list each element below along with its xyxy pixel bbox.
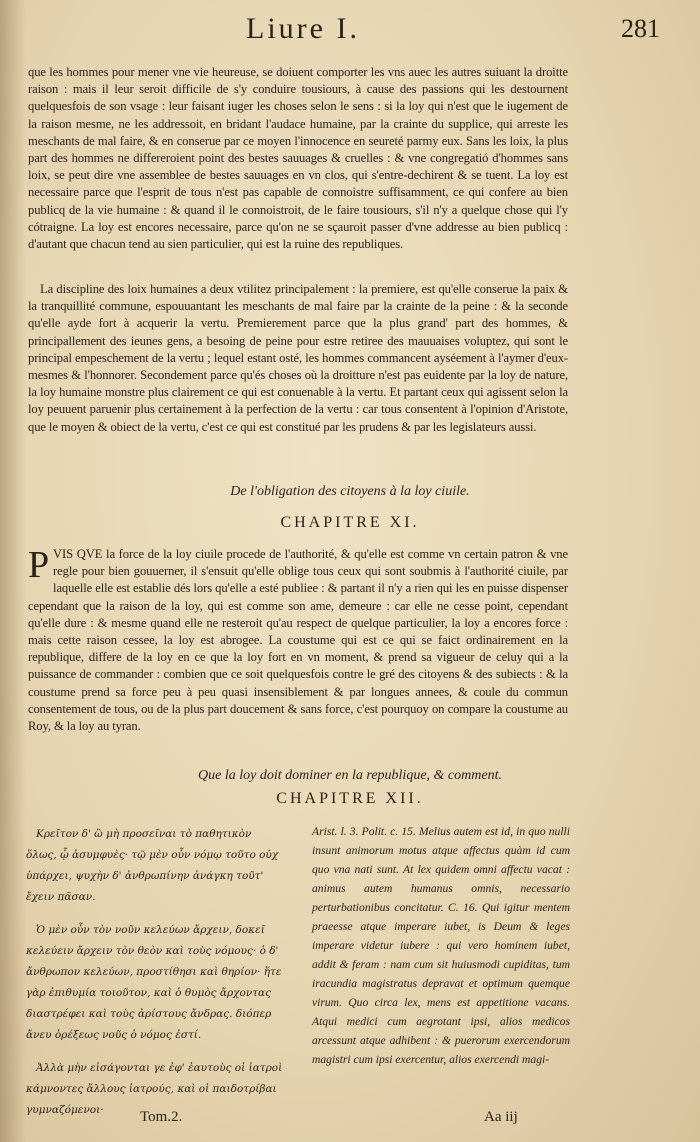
tome-label: Tom.2. — [140, 1109, 183, 1125]
greek-quote: Ὁ μὲν οὖν τὸν νοῦν κελεύων ἄρχειν, δοκεῖ κελεύειν ἄρχειν τὸν θεὸν καὶ τοὺς νόμους· ὁ δ' ἄνθρωπον κελεύων, προστίθησι καὶ θηρίον· ἥτε γὰρ ἐπιθυμία τοιοῦτον, καὶ ὁ θυμὸς ἄρχοντας διαστρέφει καὶ τοὺς ἀρίστους ἄνδρας. διόπερ ἄνευ ὀρέξεως νοῦς ὁ νόμος ἐστί. — [26, 924, 282, 1041]
greek-quote: Ἀλλὰ μὴν εἰσάγονται γε ἐφ' ἑαυτοὺς οἱ ἰατροὶ κάμνοντες ἄλλους ἰατρούς, καὶ οἱ παιδοτρίβαι γυμναζόμενοι· — [26, 1062, 283, 1116]
discipline-text: La discipline des loix humaines a deux vtilitez principalement : la premiere, est qu'elle conserue la paix & la tranquillité commune, espouuantant les meschants de mal faire par la crainte de la peine : & la seconde qu'elle ayde fort à acquerir la vertu. Premierement parce que la plus grand' part des hommes, & principallement des ieunes gens, a besoing de peine pour estre retiree des mauuaises voluptez, qui sont le principal empeschement de la vertu ; lequel estant osté, les hommes commancent ayséement à l'aymer d'eux-mesmes & l'honnorer. Secondement parce qu'és choses où la droitture n'est pas euidente par la loy de nature, la loy humaine monstre plus clairement ce qui est conuenable à la vertu. Et partant ceux qui agissent selon la loy peuuent paruenir plus certainement à la perfection de la vertu : car tous consentent à l'opinion d'Aristote, que le moyen & obiect de la vertu, c'est ce qui est constitué par les prudens & par les legislateurs aussi. — [28, 282, 568, 434]
greek-quote-column — [26, 824, 284, 1133]
chapter-xi-text: VIS QVE la force de la loy ciuile procede de l'authorité, & qu'elle est comme vn certain patron & vne regle pour bien gouuerner, il s'ensuit qu'elle oblige tous ceux qui sont soubmis à l'authorité ciuile, par laquelle elle est establie dés lors qu'elle a esté publiee : & partant il n'y a rien qui les en puisse dispenser cependant que la raison de la loy, qui est comme son ame, demeure : car elle ne cesse point, cependant qu'elle dure : & mesme quand elle ne resteroit qu'au respect de quelque particulier, la loy a encores force : mais cette raison cessee, la loy est abrogee. La coustume qui est ce qui se faict ordinairement en la republique, differe de la loy en ce que la loy fort en vn moment, & prend sa vigueur de celuy qui a la puissance de commander : combien que ce soit quelquesfois contre le gré des citoyens & des subiects : & la coustume prend sa force peu à peu quasi insensiblement & par longues annees, & coule du commun consentement de tous, ou de la plus part doucement & sans force, c'est pourquoy on compare la coustume au Roy, & la loy au tyran. — [28, 547, 568, 734]
paragraph-discipline — [28, 281, 568, 436]
signature-mark: Aa iij — [484, 1109, 518, 1125]
chapter-xi-body — [28, 546, 568, 735]
drop-cap: P — [28, 544, 50, 586]
latin-gloss: Arist. l. 3. Polit. c. 15. Melius autem est id, in quo nulli insunt animorum motus atque affectus quàm id cum quo vna nati sunt. At lex quidem omni affectu vacat : animus autem humanus omnis, necessario perturbationibus concitatur. C. 16. Qui igitur mentem praeesse atque imperare iubet, is Deum & leges imperare videtur iubere : qui vero hominem iubet, addit & feram : nam cum sit huiusmodi cupiditas, tum iracundia magistratus depravat et optimum quemque virum. Quo circa lex, mens est appetitione vacans. Atqui medici cum aegrotant ipsi, alios medicos arcessunt atque adhibent : & puerorum exercendorum magistri cum ipsi exercentur, alios exercendi magi- — [312, 825, 570, 1066]
page-header — [0, 12, 700, 52]
chapter-heading-xii: CHAPITRE XII. — [276, 790, 424, 807]
latin-gloss-column — [312, 822, 570, 1069]
running-head: Liure I. — [246, 12, 360, 45]
section-title-ch11: De l'obligation des citoyens à la loy ciuile. — [230, 484, 470, 499]
greek-quote: Κρεῖτον δ' ὢ μὴ προσεῖναι τὸ παθητικὸν ὅλως, ᾧ ἀσυμφυὲς· τῷ μὲν οὖν νόμῳ τοῦτο οὐχ ὑπάρχει, ψυχὴν δ' ἀνθρωπίνην ἀνάγκη τοῦτ' ἔχειν πᾶσαν. — [26, 828, 279, 903]
intro-paragraph — [28, 64, 568, 253]
section-title-ch12: Que la loy doit dominer en la republique, & comment. — [198, 768, 502, 783]
page-number: 281 — [621, 14, 660, 43]
chapter-heading-xi: CHAPITRE XI. — [280, 514, 420, 531]
intro-text: que les hommes pour mener vne vie heureuse, se doiuent comporter les vns auec les autres suiuant la droitte raison : mais il leur seroit difficile de s'y conduire tousiours, à cause des passions qui les destournent quelquesfois de son vsage : leur faisant iuger les choses selon le sens : si la loy qui n'est que le iugement de la raison mesme, ne les addressoit, en bridant l'audace humaine, par la crainte du supplice, qui arreste les meschants de mal faire, & en conserue par ce moyen l'innocence en seureté parmy eux. Sans les loix, la plus part des hommes ne differeroient point des bestes sauuages & cruelles : & vne congregatió d'hommes sans loix, se peut dire vne assemblee de bestes sauuages en vn clos, qui s'entre-dechirent & se tuent. La loy est necessaire parce que l'esprit de tous n'est pas capable de connoistre suffisamment, ce qui confere au bien publicq de la vie humaine : & quand il le connoistroit, de le faire tousiours, s'il n'y a quelque chose qui l'y cótraigne. La loy est encores necessaire, parce qu'on ne se sçauroit passer d'vne addresse au bien publicq : d'autant que chacun tend au sien particulier, qui est la ruine des republiques. — [28, 65, 568, 252]
